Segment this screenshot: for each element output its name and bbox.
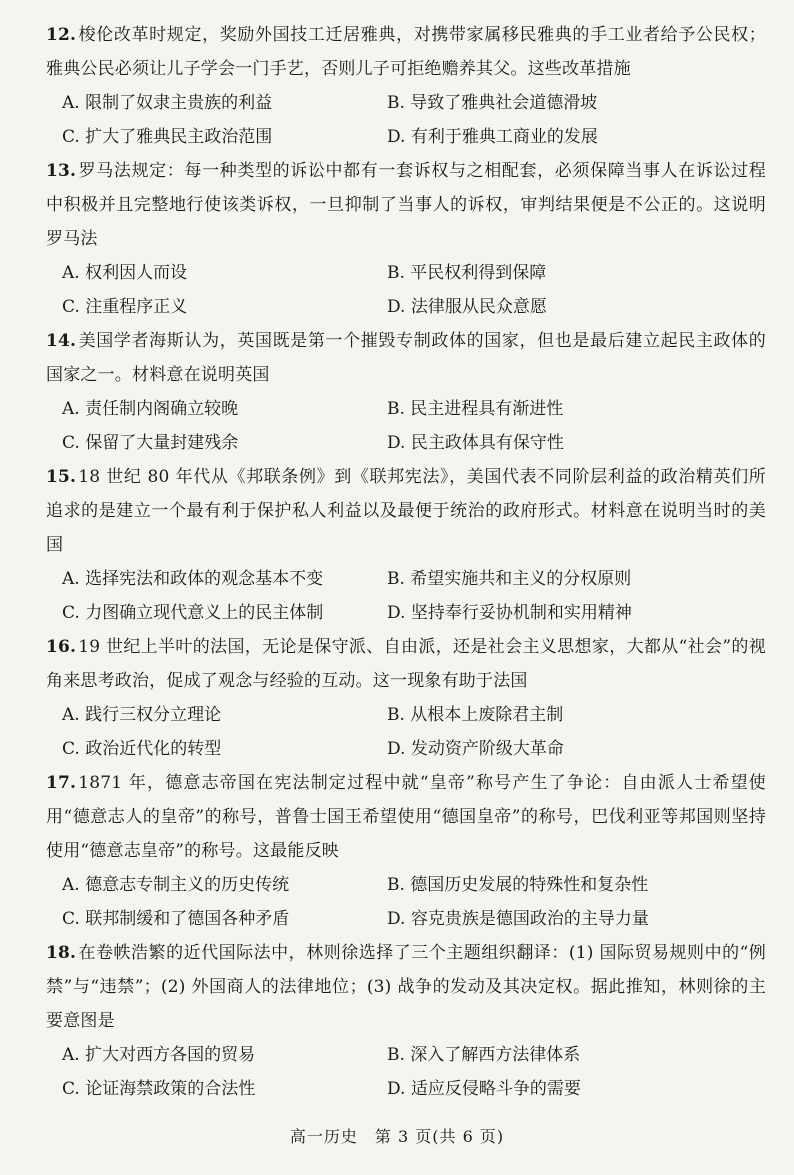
- question-14: [46, 324, 766, 460]
- option-b: B. 导致了雅典社会道德滑坡: [387, 93, 598, 113]
- question-number: 16.: [46, 637, 77, 657]
- option-a: A. 限制了奴隶主贵族的利益: [62, 93, 273, 113]
- question-13: [46, 154, 766, 324]
- option-c: C. 保留了大量封建残余: [62, 433, 239, 453]
- option-a: A. 德意志专制主义的历史传统: [62, 875, 290, 895]
- question-number: 17.: [46, 773, 77, 793]
- option-c: C. 扩大了雅典民主政治范围: [62, 127, 273, 147]
- option-c: C. 论证海禁政策的合法性: [62, 1079, 256, 1099]
- option-b: B. 从根本上废除君主制: [387, 705, 564, 725]
- question-text: 在卷帙浩繁的近代国际法中，林则徐选择了三个主题组织翻译：(1) 国际贸易规则中的“例禁”与“违禁”；(2) 外国商人的法律地位；(3) 战争的发动及其决定权。据此推知，林则徐的主要意图是: [46, 943, 766, 1031]
- question-number: 12.: [46, 25, 77, 45]
- question-text: 1871 年，德意志帝国在宪法制定过程中就“皇帝”称号产生了争论：自由派人士希望使用“德意志人的皇帝”的称号，普鲁士国王希望使用“德国皇帝”的称号，巴伐利亚等邦国则坚持使用“德意志皇帝”的称号。这最能反映: [46, 773, 766, 861]
- option-b: B. 深入了解西方法律体系: [387, 1045, 581, 1065]
- option-c: C. 联邦制缓和了德国各种矛盾: [62, 909, 290, 929]
- option-d: D. 适应反侵略斗争的需要: [387, 1079, 581, 1099]
- option-b: B. 平民权利得到保障: [387, 263, 547, 283]
- option-d: D. 有利于雅典工商业的发展: [387, 127, 598, 147]
- question-stem: [46, 460, 766, 562]
- option-list: [46, 562, 766, 630]
- option-c: C. 力图确立现代意义上的民主体制: [62, 603, 324, 623]
- option-d: D. 民主政体具有保守性: [387, 433, 564, 453]
- option-list: [46, 86, 766, 154]
- option-a: A. 权利因人而设: [62, 263, 188, 283]
- option-a: A. 践行三权分立理论: [62, 705, 222, 725]
- question-15: [46, 460, 766, 630]
- option-list: [46, 868, 766, 936]
- question-stem: [46, 18, 766, 86]
- question-stem: [46, 154, 766, 256]
- option-c: C. 政治近代化的转型: [62, 739, 222, 759]
- option-list: [46, 256, 766, 324]
- question-number: 15.: [46, 467, 77, 487]
- question-17: [46, 766, 766, 936]
- option-d: D. 坚持奉行妥协机制和实用精神: [387, 603, 632, 623]
- option-c: C. 注重程序正义: [62, 297, 188, 317]
- question-text: 19 世纪上半叶的法国，无论是保守派、自由派，还是社会主义思想家，大都从“社会”的视角来思考政治，促成了观念与经验的互动。这一现象有助于法国: [46, 637, 766, 691]
- option-a: A. 责任制内阁确立较晚: [62, 399, 239, 419]
- question-number: 18.: [46, 943, 77, 963]
- page-footer: 高一历史 第 3 页(共 6 页): [289, 1127, 505, 1146]
- option-list: [46, 392, 766, 460]
- question-text: 美国学者海斯认为，英国既是第一个摧毁专制政体的国家，但也是最后建立起民主政体的国家之一。材料意在说明英国: [46, 331, 766, 385]
- option-a: A. 选择宪法和政体的观念基本不变: [62, 569, 324, 589]
- question-number: 14.: [46, 331, 77, 351]
- option-list: [46, 1038, 766, 1106]
- option-list: [46, 698, 766, 766]
- option-b: B. 民主进程具有渐进性: [387, 399, 564, 419]
- question-16: [46, 630, 766, 766]
- question-text: 罗马法规定：每一种类型的诉讼中都有一套诉权与之相配套，必须保障当事人在诉讼过程中积极并且完整地行使该类诉权，一旦抑制了当事人的诉权，审判结果便是不公正的。这说明罗马法: [46, 161, 766, 249]
- option-b: B. 德国历史发展的特殊性和复杂性: [387, 875, 649, 895]
- question-stem: [46, 936, 766, 1038]
- option-d: D. 容克贵族是德国政治的主导力量: [387, 909, 649, 929]
- option-a: A. 扩大对西方各国的贸易: [62, 1045, 256, 1065]
- question-stem: [46, 324, 766, 392]
- question-stem: [46, 766, 766, 868]
- question-number: 13.: [46, 161, 77, 181]
- question-stem: [46, 630, 766, 698]
- option-b: B. 希望实施共和主义的分权原则: [387, 569, 632, 589]
- option-d: D. 发动资产阶级大革命: [387, 739, 564, 759]
- question-18: [46, 936, 766, 1106]
- option-d: D. 法律服从民众意愿: [387, 297, 547, 317]
- question-text: 梭伦改革时规定，奖励外国技工迁居雅典，对携带家属移民雅典的手工业者给予公民权；雅典公民必须让儿子学会一门手艺，否则儿子可拒绝赡养其父。这些改革措施: [46, 25, 766, 79]
- question-12: [46, 18, 766, 154]
- question-text: 18 世纪 80 年代从《邦联条例》到《联邦宪法》，美国代表不同阶层利益的政治精英们所追求的是建立一个最有利于保护私人利益以及最便于统治的政府形式。材料意在说明当时的美国: [46, 467, 766, 555]
